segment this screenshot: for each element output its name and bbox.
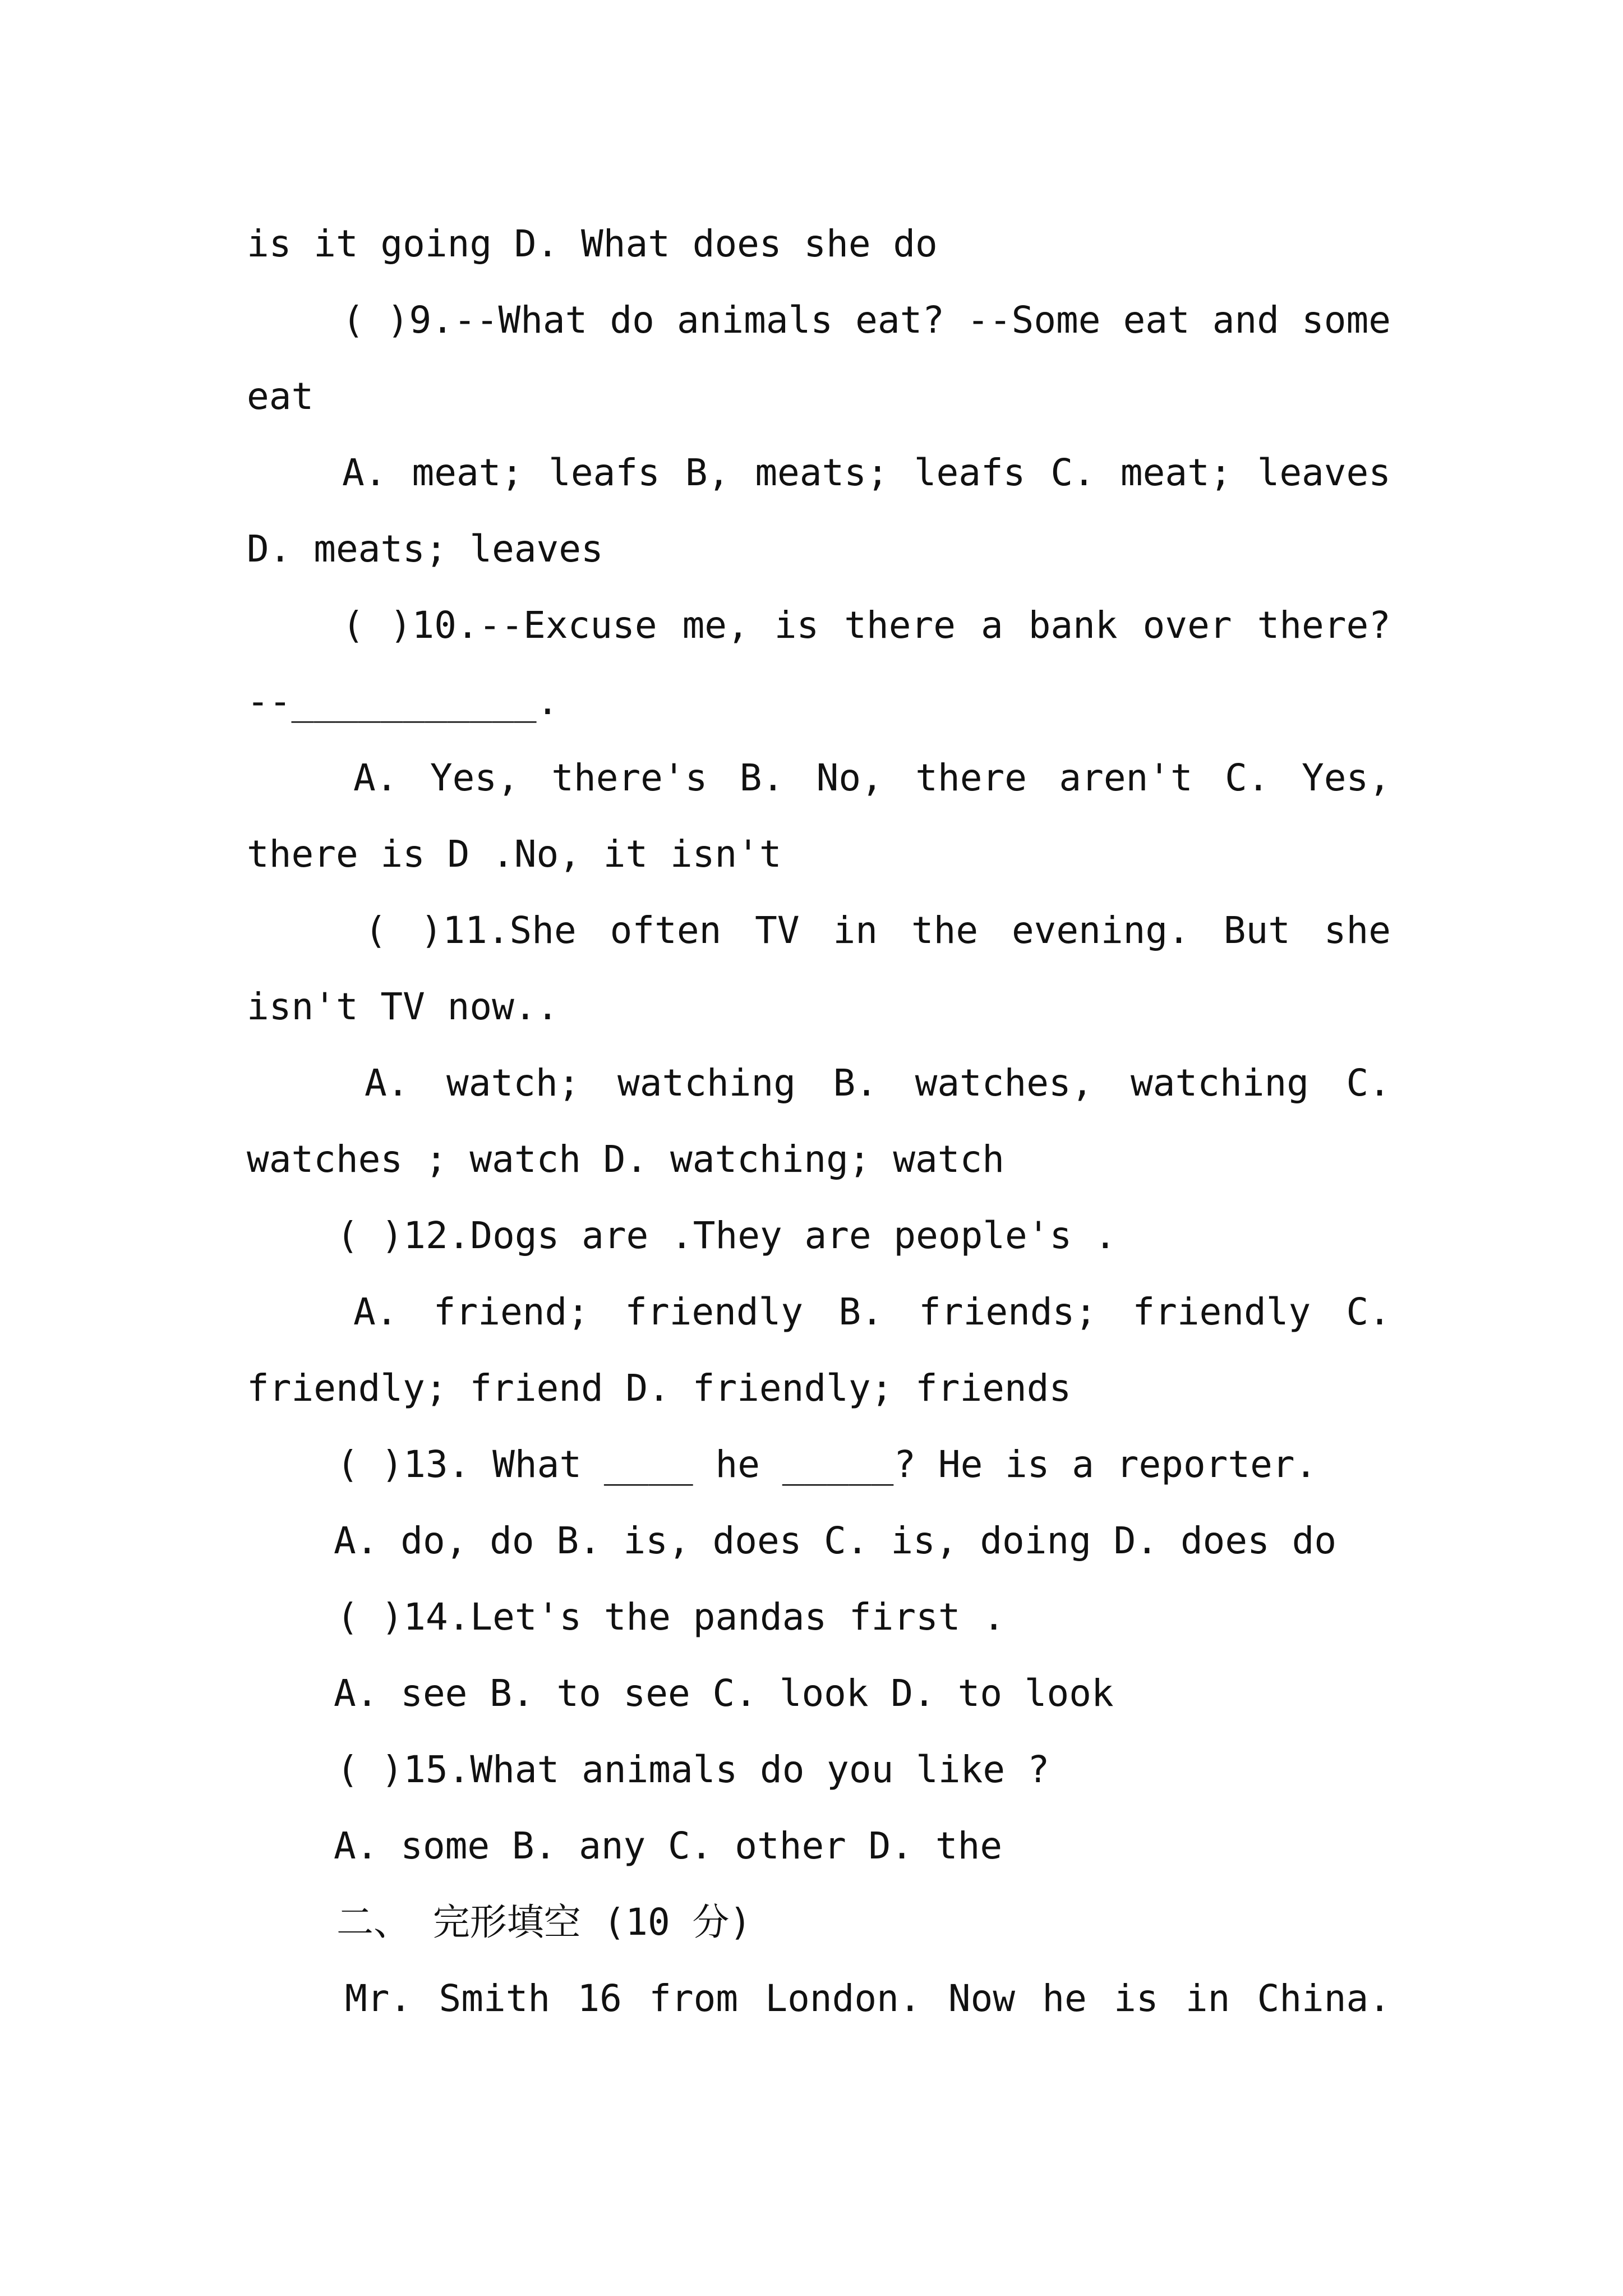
question-13: ( )13. What ____ he _____? He is a reporter. (336, 1443, 1317, 1486)
question-9: ( )9.--What do animals eat? --Some eat and some (342, 298, 1391, 342)
question-12: ( )12.Dogs are .They are people's . (336, 1214, 1117, 1257)
options-11: A. watch; watching B. watches, watching C. (365, 1061, 1391, 1105)
text-line: is it going D. What does she do (247, 222, 938, 265)
question-11: ( )11.She often TV in the evening. But she (365, 909, 1391, 952)
options-13: A. do, do B. is, does C. is, doing D. does do (334, 1519, 1337, 1562)
options-15: A. some B. any C. other D. the (334, 1824, 1003, 1867)
question-14: ( )14.Let's the pandas first . (336, 1595, 1006, 1639)
options-9: A. meat; leafs B, meats; leafs C. meat; leaves (342, 451, 1391, 494)
answer-blank: --___________. (247, 680, 559, 723)
text-line: eat (247, 375, 314, 418)
text-line: D. meats; leaves (247, 527, 603, 570)
text-line: isn't TV now.. (247, 985, 559, 1028)
options-12: A. friend; friendly B. friends; friendly C. (353, 1290, 1391, 1333)
text-line: watches ; watch D. watching; watch (247, 1138, 1005, 1181)
question-10: ( )10.--Excuse me, is there a bank over there? (342, 604, 1391, 647)
text-line: there is D .No, it isn't (247, 832, 782, 876)
options-14: A. see B. to see C. look D. to look (334, 1672, 1114, 1715)
question-15: ( )15.What animals do you like ? (336, 1748, 1050, 1791)
passage-line: Mr. Smith 16 from London. Now he is in China. (345, 1977, 1391, 2020)
section-heading: 二、 完形填空 (10 分) (336, 1901, 752, 1944)
options-10: A. Yes, there's B. No, there aren't C. Yes, (353, 756, 1391, 799)
text-line: friendly; friend D. friendly; friends (247, 1366, 1072, 1410)
